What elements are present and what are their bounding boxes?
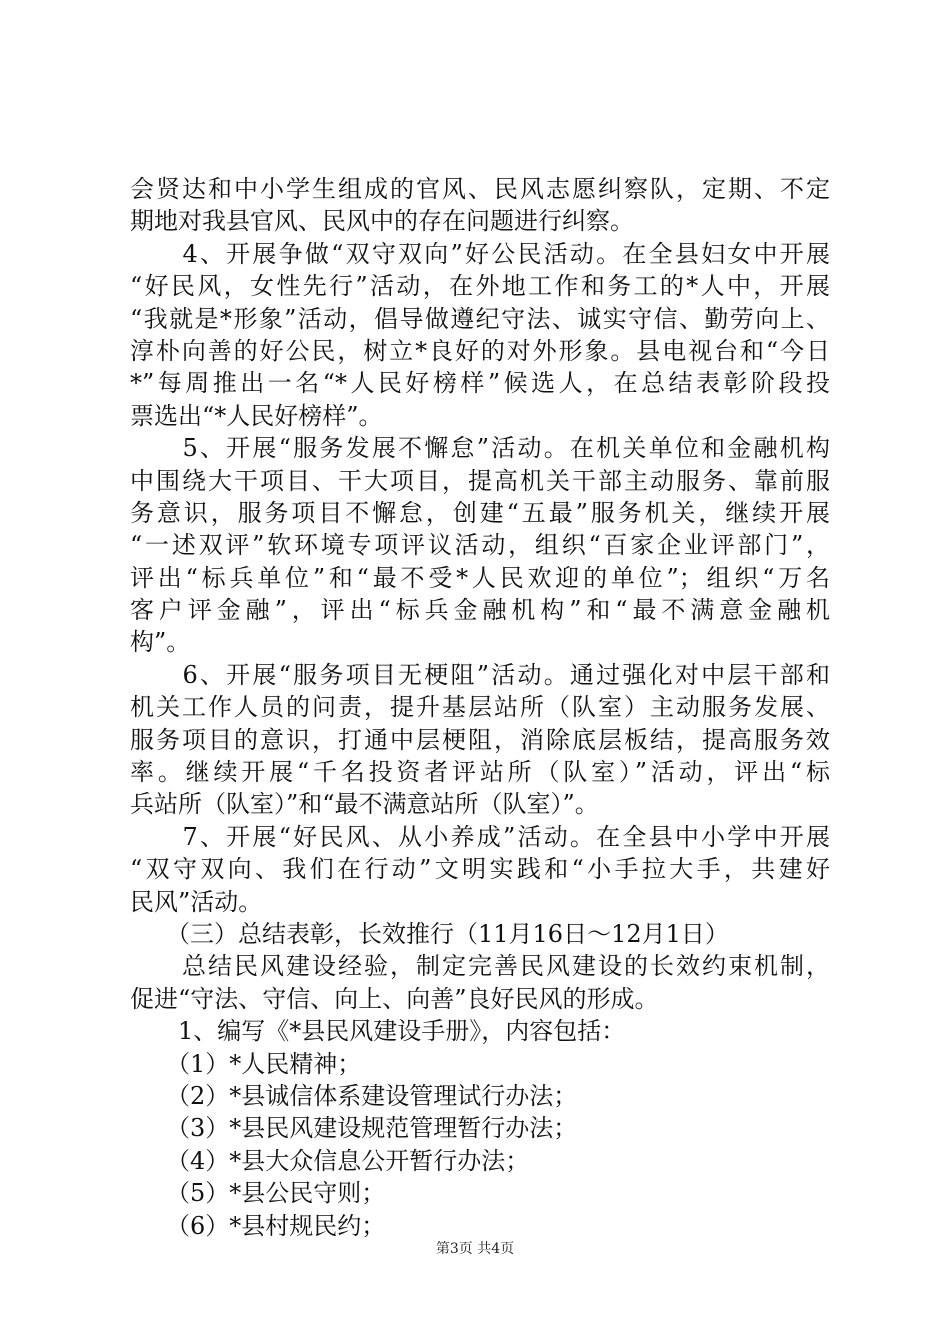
list-item: （2）*县诚信体系建设管理试行办法； xyxy=(130,1081,578,1110)
text-line: 服务项目的意识，打通中层梗阻，消除底层板结，提高服务效 xyxy=(130,725,830,754)
text-line: 促进“守法、守信、向上、向善”良好民风的形成。 xyxy=(130,984,659,1013)
text-line: 评出“标兵单位”和“最不受*人民欢迎的单位”；组织“万名 xyxy=(130,563,830,592)
body-text xyxy=(130,173,830,1242)
text-line: 兵站所（队室）”和“最不满意站所（队室）”。 xyxy=(130,790,599,819)
text-line: “双守双向、我们在行动”文明实践和“小手拉大手，共建好 xyxy=(130,855,830,884)
page-number-footer: 第3页 共4页 xyxy=(435,1241,515,1257)
list-item: （4）*县大众信息公开暂行办法； xyxy=(130,1146,530,1175)
text-line: 构”。 xyxy=(130,628,191,657)
text-line: 总结民风建设经验，制定完善民风建设的长效约束机制， xyxy=(130,952,830,981)
text-line: 机关工作人员的问责，提升基层站所（队室）主动服务发展、 xyxy=(130,693,830,722)
text-line: 7、开展“好民风、从小养成”活动。在全县中小学中开展 xyxy=(130,822,830,851)
text-line: 率。继续开展“千名投资者评站所（队室）”活动，评出“标 xyxy=(130,758,830,787)
text-line: “好民风，女性先行”活动，在外地工作和务工的*人中，开展 xyxy=(130,272,830,301)
text-line: “我就是*形象”活动，倡导做遵纪守法、诚实守信、勤劳向上、 xyxy=(130,304,830,333)
text-line: 票选出“*人民好榜样”。 xyxy=(130,401,383,430)
text-line: “一述双评”软环境专项评议活动，组织“百家企业评部门”， xyxy=(130,531,830,560)
section-heading: （三）总结表彰，长效推行（11月16日～12月1日） xyxy=(130,919,729,948)
text-line: 中围绕大干项目、干大项目，提高机关干部主动服务、靠前服 xyxy=(130,466,830,495)
list-item: （1）*人民精神； xyxy=(130,1049,362,1078)
text-line: 期地对我县官风、民风中的存在问题进行纠察。 xyxy=(130,207,634,236)
text-line: 会贤达和中小学生组成的官风、民风志愿纠察队，定期、不定 xyxy=(130,175,830,203)
list-item: （6）*县村规民约； xyxy=(130,1211,386,1240)
list-item: （5）*县公民守则； xyxy=(130,1179,386,1208)
text-line: 1、编写《*县民风建设手册》，内容包括： xyxy=(130,1017,626,1046)
text-line: 6、开展“服务项目无梗阻”活动。通过强化对中层干部和 xyxy=(130,660,830,689)
text-line: 5、开展“服务发展不懈怠”活动。在机关单位和金融机构 xyxy=(130,434,830,463)
text-line: 客户评金融”，评出“标兵金融机构”和“最不满意金融机 xyxy=(130,596,830,625)
text-line: *”每周推出一名“*人民好榜样”候选人，在总结表彰阶段投 xyxy=(130,369,830,398)
text-line: 务意识，服务项目不懈怠，创建“五最”服务机关，继续开展 xyxy=(130,498,830,527)
text-line: 4、开展争做“双守双向”好公民活动。在全县妇女中开展 xyxy=(130,239,830,268)
text-line: 淳朴向善的好公民，树立*良好的对外形象。县电视台和“今日 xyxy=(130,336,830,365)
text-line: 民风”活动。 xyxy=(130,887,263,916)
list-item: （3）*县民风建设规范管理暂行办法； xyxy=(130,1114,578,1143)
